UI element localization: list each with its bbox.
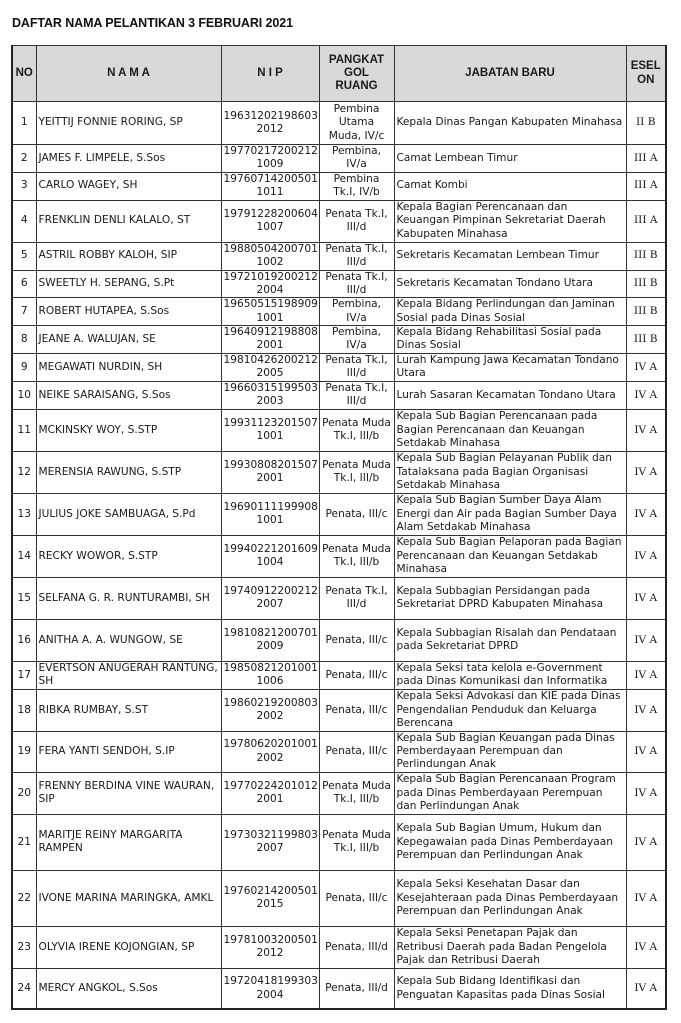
document-title: DAFTAR NAMA PELANTIKAN 3 FEBRUARI 2021 xyxy=(12,16,293,30)
row-nip: 19720418199303 2004 xyxy=(221,968,319,1009)
row-position: Kepala Subbagian Risalah dan Pendataan pada Sekretariat DPRD xyxy=(394,619,626,661)
table-row xyxy=(12,242,666,270)
row-nip: 19810426200212 2005 xyxy=(221,353,319,381)
row-echelon: III B xyxy=(626,326,666,354)
table-row xyxy=(12,814,666,870)
row-rank: Penata, III/c xyxy=(319,493,394,535)
row-echelon: IV A xyxy=(626,661,666,689)
table-row xyxy=(12,926,666,968)
table-body xyxy=(12,102,666,1010)
row-number: 15 xyxy=(12,577,36,619)
row-name: ANITHA A. A. WUNGOW, SE xyxy=(36,619,221,661)
table-row xyxy=(12,772,666,814)
row-number: 13 xyxy=(12,493,36,535)
table-row xyxy=(12,270,666,298)
row-position: Kepala Seksi Advokasi dan KIE pada Dinas Pengendalian Penduduk dan Keluarga Berencana xyxy=(394,689,626,731)
row-nip: 19781003200501 2012 xyxy=(221,926,319,968)
row-rank: Penata Muda Tk.I, III/b xyxy=(319,409,394,451)
row-rank: Penata, III/c xyxy=(319,661,394,689)
row-echelon: III A xyxy=(626,200,666,242)
header-no: NO xyxy=(12,46,36,102)
row-number: 4 xyxy=(12,200,36,242)
row-number: 7 xyxy=(12,298,36,326)
row-position: Kepala Seksi Penetapan Pajak dan Retribusi Daerah pada Badan Pengelola Pajak dan Retribusi Daerah xyxy=(394,926,626,968)
row-number: 11 xyxy=(12,409,36,451)
row-echelon: IV A xyxy=(626,926,666,968)
row-number: 1 xyxy=(12,102,36,145)
row-name: JULIUS JOKE SAMBUAGA, S.Pd xyxy=(36,493,221,535)
row-position: Kepala Subbagian Persidangan pada Sekretariat DPRD Kabupaten Minahasa xyxy=(394,577,626,619)
row-echelon: IV A xyxy=(626,493,666,535)
table-header-row xyxy=(12,46,666,102)
row-number: 14 xyxy=(12,535,36,577)
row-nip: 19760714200501 1011 xyxy=(221,172,319,200)
row-name: JEANE A. WALUJAN, SE xyxy=(36,326,221,354)
row-name: RIBKA RUMBAY, S.ST xyxy=(36,689,221,731)
row-position: Kepala Sub Bagian Pelayanan Publik dan Tatalaksana pada Bagian Organisasi Setdakab Minahasa xyxy=(394,451,626,493)
row-rank: Penata Tk.I, III/d xyxy=(319,353,394,381)
row-nip: 19640912198808 2001 xyxy=(221,326,319,354)
row-rank: Pembina Tk.I, IV/b xyxy=(319,172,394,200)
row-position: Kepala Sub Bagian Umum, Hukum dan Kepegawaian pada Dinas Pemberdayaan Perempuan dan Perlindungan Anak xyxy=(394,814,626,870)
row-echelon: III A xyxy=(626,145,666,173)
row-number: 12 xyxy=(12,451,36,493)
row-rank: Penata, III/c xyxy=(319,689,394,731)
row-rank: Penata, III/d xyxy=(319,968,394,1009)
appointment-table xyxy=(11,45,667,1010)
row-echelon: III B xyxy=(626,270,666,298)
row-name: MERENSIA RAWUNG, S.STP xyxy=(36,451,221,493)
row-echelon: II B xyxy=(626,102,666,145)
row-position: Kepala Bidang Perlindungan dan Jaminan Sosial pada Dinas Sosial xyxy=(394,298,626,326)
row-name: FRENKLIN DENLI KALALO, ST xyxy=(36,200,221,242)
header-jabatan: JABATAN BARU xyxy=(394,46,626,102)
header-pangkat: PANGKAT GOL RUANG xyxy=(319,46,394,102)
table-row xyxy=(12,493,666,535)
row-name: MCKINSKY WOY, S.STP xyxy=(36,409,221,451)
row-nip: 19730321199803 2007 xyxy=(221,814,319,870)
table-row xyxy=(12,577,666,619)
row-name: ASTRIL ROBBY KALOH, SIP xyxy=(36,242,221,270)
row-rank: Penata, III/c xyxy=(319,731,394,772)
row-nip: 19931123201507 1001 xyxy=(221,409,319,451)
row-nip: 19780620201001 2002 xyxy=(221,731,319,772)
row-name: ROBERT HUTAPEA, S.Sos xyxy=(36,298,221,326)
row-echelon: IV A xyxy=(626,577,666,619)
row-position: Kepala Sub Bagian Perencanaan Program pada Dinas Pemberdayaan Perempuan dan Perlindungan Anak xyxy=(394,772,626,814)
table-row xyxy=(12,451,666,493)
row-number: 17 xyxy=(12,661,36,689)
row-number: 19 xyxy=(12,731,36,772)
row-echelon: IV A xyxy=(626,772,666,814)
row-position: Camat Kombi xyxy=(394,172,626,200)
row-name: MARITJE REINY MARGARITA RAMPEN xyxy=(36,814,221,870)
row-number: 8 xyxy=(12,326,36,354)
row-rank: Penata Tk.I, III/d xyxy=(319,200,394,242)
table-row xyxy=(12,731,666,772)
row-position: Kepala Seksi Kesehatan Dasar dan Kesejahteraan pada Dinas Pemberdayaan Perempuan dan Perlindungan Anak xyxy=(394,870,626,926)
table-row xyxy=(12,200,666,242)
row-name: CARLO WAGEY, SH xyxy=(36,172,221,200)
row-nip: 19650515198909 1001 xyxy=(221,298,319,326)
row-nip: 19791228200604 1007 xyxy=(221,200,319,242)
table-row xyxy=(12,172,666,200)
row-position: Lurah Sasaran Kecamatan Tondano Utara xyxy=(394,381,626,409)
row-rank: Penata, III/c xyxy=(319,870,394,926)
header-eselon: ESEL ON xyxy=(626,46,666,102)
row-echelon: IV A xyxy=(626,814,666,870)
table-row xyxy=(12,102,666,145)
row-name: SWEETLY H. SEPANG, S.Pt xyxy=(36,270,221,298)
row-nip: 19860219200803 2002 xyxy=(221,689,319,731)
row-name: MEGAWATI NURDIN, SH xyxy=(36,353,221,381)
table-row xyxy=(12,409,666,451)
row-echelon: IV A xyxy=(626,689,666,731)
row-position: Sekretaris Kecamatan Tondano Utara xyxy=(394,270,626,298)
row-nip: 19880504200701 1002 xyxy=(221,242,319,270)
row-name: JAMES F. LIMPELE, S.Sos xyxy=(36,145,221,173)
row-name: SELFANA G. R. RUNTURAMBI, SH xyxy=(36,577,221,619)
table-row xyxy=(12,381,666,409)
row-number: 3 xyxy=(12,172,36,200)
row-rank: Penata Muda Tk.I, III/b xyxy=(319,772,394,814)
row-echelon: III A xyxy=(626,172,666,200)
header-nip: N I P xyxy=(221,46,319,102)
row-nip: 19930808201507 2001 xyxy=(221,451,319,493)
row-position: Lurah Kampung Jawa Kecamatan Tondano Utara xyxy=(394,353,626,381)
table-row xyxy=(12,870,666,926)
header-nama: N A M A xyxy=(36,46,221,102)
row-number: 6 xyxy=(12,270,36,298)
row-echelon: IV A xyxy=(626,451,666,493)
row-echelon: IV A xyxy=(626,870,666,926)
row-nip: 19770224201012 2001 xyxy=(221,772,319,814)
row-number: 2 xyxy=(12,145,36,173)
row-name: IVONE MARINA MARINGKA, AMKL xyxy=(36,870,221,926)
row-nip: 19660315199503 2003 xyxy=(221,381,319,409)
row-name: FERA YANTI SENDOH, S.IP xyxy=(36,731,221,772)
row-rank: Pembina Utama Muda, IV/c xyxy=(319,102,394,145)
row-name: OLYVIA IRENE KOJONGIAN, SP xyxy=(36,926,221,968)
row-nip: 19690111199908 1001 xyxy=(221,493,319,535)
row-rank: Penata Tk.I, III/d xyxy=(319,577,394,619)
row-rank: Penata, III/d xyxy=(319,926,394,968)
row-rank: Penata Muda Tk.I, III/b xyxy=(319,535,394,577)
row-rank: Pembina, IV/a xyxy=(319,298,394,326)
row-position: Kepala Dinas Pangan Kabupaten Minahasa xyxy=(394,102,626,145)
row-position: Kepala Sub Bagian Perencanaan pada Bagian Perencanaan dan Keuangan Setdakab Minahasa xyxy=(394,409,626,451)
row-nip: 19631202198603 2012 xyxy=(221,102,319,145)
row-position: Camat Lembean Timur xyxy=(394,145,626,173)
table-row xyxy=(12,326,666,354)
table-row xyxy=(12,968,666,1009)
row-echelon: IV A xyxy=(626,968,666,1009)
row-number: 23 xyxy=(12,926,36,968)
table-row xyxy=(12,298,666,326)
row-rank: Pembina, IV/a xyxy=(319,326,394,354)
row-nip: 19940221201609 1004 xyxy=(221,535,319,577)
row-rank: Penata Muda Tk.I, III/b xyxy=(319,451,394,493)
row-rank: Pembina, IV/a xyxy=(319,145,394,173)
row-number: 10 xyxy=(12,381,36,409)
row-position: Kepala Sub Bagian Sumber Daya Alam Energi dan Air pada Bagian Sumber Daya Alam Setdakab Minahasa xyxy=(394,493,626,535)
row-name: EVERTSON ANUGERAH RANTUNG, SH xyxy=(36,661,221,689)
row-rank: Penata Tk.I, III/d xyxy=(319,242,394,270)
row-echelon: IV A xyxy=(626,409,666,451)
table-row xyxy=(12,661,666,689)
row-echelon: III B xyxy=(626,298,666,326)
row-rank: Penata Tk.I, III/d xyxy=(319,270,394,298)
row-name: MERCY ANGKOL, S.Sos xyxy=(36,968,221,1009)
row-position: Kepala Seksi tata kelola e-Government pada Dinas Komunikasi dan Informatika xyxy=(394,661,626,689)
row-echelon: III B xyxy=(626,242,666,270)
row-nip: 19740912200212 2007 xyxy=(221,577,319,619)
row-number: 21 xyxy=(12,814,36,870)
row-rank: Penata Muda Tk.I, III/b xyxy=(319,814,394,870)
row-nip: 19810821200701 2009 xyxy=(221,619,319,661)
table-row xyxy=(12,535,666,577)
row-position: Kepala Sub Bagian Keuangan pada Dinas Pemberdayaan Perempuan dan Perlindungan Anak xyxy=(394,731,626,772)
row-number: 18 xyxy=(12,689,36,731)
table-row xyxy=(12,145,666,173)
row-number: 24 xyxy=(12,968,36,1009)
row-number: 5 xyxy=(12,242,36,270)
row-position: Kepala Bagian Perencanaan dan Keuangan Pimpinan Sekretariat Daerah Kabupaten Minahasa xyxy=(394,200,626,242)
row-nip: 19770217200212 1009 xyxy=(221,145,319,173)
row-echelon: IV A xyxy=(626,731,666,772)
table-row xyxy=(12,353,666,381)
row-number: 9 xyxy=(12,353,36,381)
row-position: Kepala Sub Bidang Identifikasi dan Penguatan Kapasitas pada Dinas Sosial xyxy=(394,968,626,1009)
row-rank: Penata Tk.I, III/d xyxy=(319,381,394,409)
row-nip: 19850821201001 1006 xyxy=(221,661,319,689)
row-number: 16 xyxy=(12,619,36,661)
row-name: FRENNY BERDINA VINE WAURAN, SIP xyxy=(36,772,221,814)
row-echelon: IV A xyxy=(626,619,666,661)
row-number: 22 xyxy=(12,870,36,926)
table-row xyxy=(12,619,666,661)
row-echelon: IV A xyxy=(626,353,666,381)
row-echelon: IV A xyxy=(626,381,666,409)
row-nip: 19760214200501 2015 xyxy=(221,870,319,926)
row-rank: Penata, III/c xyxy=(319,619,394,661)
row-position: Sekretaris Kecamatan Lembean Timur xyxy=(394,242,626,270)
row-name: RECKY WOWOR, S.STP xyxy=(36,535,221,577)
row-number: 20 xyxy=(12,772,36,814)
row-position: Kepala Sub Bagian Pelaporan pada Bagian Perencanaan dan Keuangan Setdakab Minahasa xyxy=(394,535,626,577)
row-nip: 19721019200212 2004 xyxy=(221,270,319,298)
row-position: Kepala Bidang Rehabilitasi Sosial pada Dinas Sosial xyxy=(394,326,626,354)
row-echelon: IV A xyxy=(626,535,666,577)
row-name: YEITTIJ FONNIE RORING, SP xyxy=(36,102,221,145)
row-name: NEIKE SARAISANG, S.Sos xyxy=(36,381,221,409)
table-row xyxy=(12,689,666,731)
